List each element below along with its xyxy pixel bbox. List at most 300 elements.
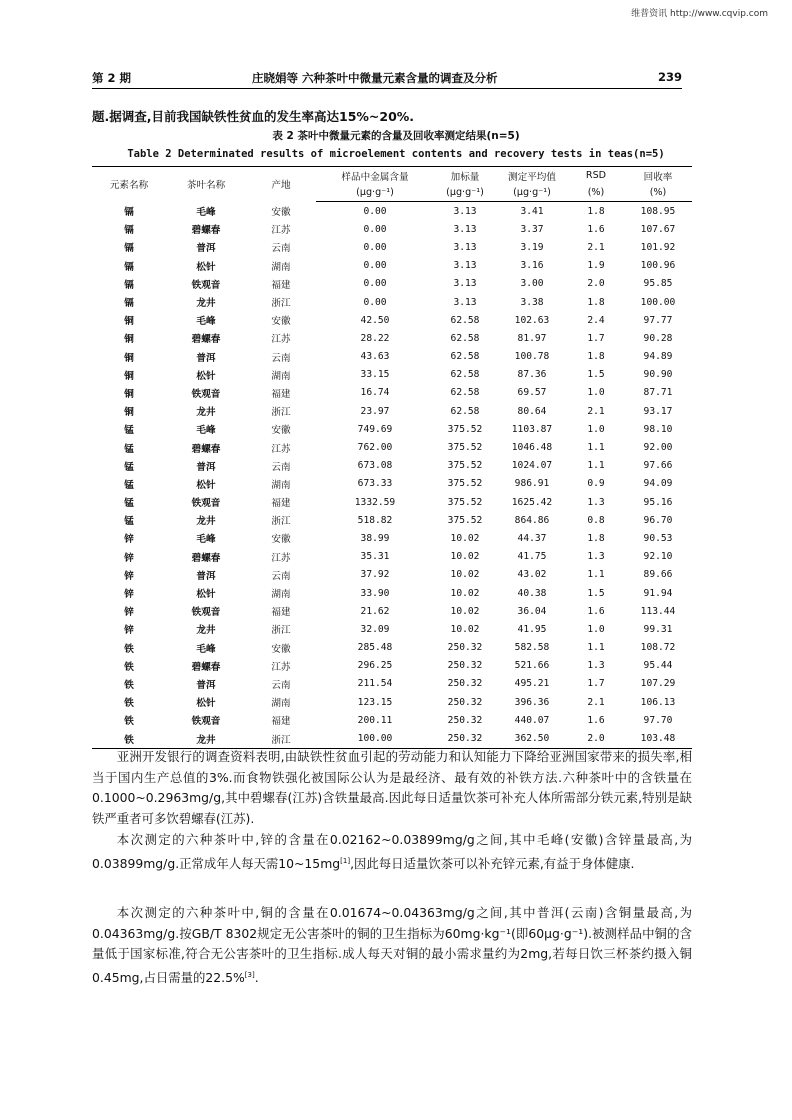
cell-sample: 42.50	[360, 314, 390, 326]
cell-added: 10.02	[450, 532, 480, 544]
table-row	[92, 602, 692, 620]
cell-origin: 安徽	[271, 316, 291, 328]
cell-rsd: 1.6	[587, 605, 605, 617]
cell-measured: 864.86	[514, 514, 550, 526]
cell-added: 3.13	[453, 260, 477, 272]
cell-recovery: 94.09	[643, 478, 673, 490]
cell-tea: 龙井	[196, 625, 216, 637]
cell-origin: 浙江	[271, 516, 291, 528]
cell-tea: 普洱	[196, 461, 216, 473]
cell-tea: 松针	[196, 261, 216, 273]
watermark: 维普资讯 http://www.cqvip.com	[631, 9, 768, 19]
table-row	[92, 457, 692, 475]
cell-rsd: 1.1	[587, 460, 605, 472]
cell-origin: 福建	[271, 607, 291, 619]
cell-sample: 200.11	[357, 714, 393, 726]
cell-rsd: 1.3	[587, 660, 605, 672]
cell-added: 375.52	[447, 460, 483, 472]
cell-rsd: 1.5	[587, 587, 605, 599]
cell-origin: 江苏	[271, 443, 291, 455]
cell-origin: 湖南	[271, 261, 291, 273]
cell-added: 10.02	[450, 605, 480, 617]
cell-recovery: 113.44	[640, 605, 676, 617]
header-origin: 产地	[246, 167, 316, 202]
cell-measured: 1103.87	[511, 423, 553, 435]
cell-recovery: 93.17	[643, 405, 673, 417]
cell-element: 镉	[124, 279, 134, 291]
cell-added: 10.02	[450, 551, 480, 563]
table-caption-cn: 表 2 茶叶中微量元素的含量及回收率测定结果(n=5)	[272, 130, 520, 142]
cell-recovery: 90.90	[643, 369, 673, 381]
cell-measured: 521.66	[514, 660, 550, 672]
cell-origin: 安徽	[271, 534, 291, 546]
cell-rsd: 1.6	[587, 223, 605, 235]
cell-origin: 福建	[271, 279, 291, 291]
cell-element: 铜	[124, 334, 134, 346]
cell-recovery: 92.00	[643, 442, 673, 454]
cell-sample: 0.00	[363, 260, 387, 272]
cell-recovery: 106.13	[640, 696, 676, 708]
cell-element: 锰	[124, 516, 134, 528]
cell-tea: 松针	[196, 370, 216, 382]
cell-origin: 安徽	[271, 425, 291, 437]
cell-sample: 285.48	[357, 642, 393, 654]
cell-sample: 749.69	[357, 423, 393, 435]
cell-sample: 0.00	[363, 278, 387, 290]
cell-recovery: 96.70	[643, 514, 673, 526]
header-sample-unit: (μg·g⁻¹)	[316, 184, 434, 202]
cell-sample: 762.00	[357, 442, 393, 454]
cell-rsd: 1.0	[587, 387, 605, 399]
table-row	[92, 711, 692, 729]
cell-origin: 安徽	[271, 643, 291, 655]
cell-sample: 43.63	[360, 351, 390, 363]
cell-recovery: 87.71	[643, 387, 673, 399]
table-row	[92, 220, 692, 238]
cell-added: 3.13	[453, 223, 477, 235]
cell-measured: 41.95	[517, 623, 547, 635]
cell-measured: 41.75	[517, 551, 547, 563]
cell-added: 10.02	[450, 587, 480, 599]
cell-tea: 铁观音	[191, 716, 221, 728]
citation-1: [1]	[340, 856, 351, 865]
cell-element: 铁	[124, 643, 134, 655]
table-row	[92, 384, 692, 402]
cell-element: 锌	[124, 607, 134, 619]
cell-sample: 673.33	[357, 478, 393, 490]
cell-rsd: 1.6	[587, 714, 605, 726]
table-row	[92, 620, 692, 638]
cell-recovery: 91.94	[643, 587, 673, 599]
cell-measured: 1046.48	[511, 442, 553, 454]
lead-text: 题.据调查,目前我国缺铁性贫血的发生率高达15%~20%.	[92, 109, 415, 124]
cell-added: 10.02	[450, 623, 480, 635]
cell-origin: 福建	[271, 388, 291, 400]
cell-recovery: 108.72	[640, 642, 676, 654]
header-added: 加标量	[434, 167, 496, 185]
cell-measured: 81.97	[517, 332, 547, 344]
header-rsd-unit: (%)	[568, 184, 624, 202]
paragraph-copper-text	[92, 903, 692, 989]
paragraph-zinc-main: 本次测定的六种茶叶中,锌的含量在0.02162~0.03899mg/g之间,其中毛峰(安徽)含锌量最高,为0.03899mg/g.正常成年人每天需10~15mg	[92, 832, 692, 871]
table-row	[92, 275, 692, 293]
cell-tea: 龙井	[196, 516, 216, 528]
cell-sample: 21.62	[360, 605, 390, 617]
table-row	[92, 729, 692, 748]
cell-rsd: 0.9	[587, 478, 605, 490]
cell-added: 62.58	[450, 405, 480, 417]
cell-measured: 36.04	[517, 605, 547, 617]
cell-measured: 3.41	[520, 205, 544, 217]
cell-measured: 3.16	[520, 260, 544, 272]
table-row	[92, 402, 692, 420]
cell-recovery: 97.77	[643, 314, 673, 326]
cell-element: 铁	[92, 729, 166, 748]
cell-element: 铁	[124, 679, 134, 691]
cell-origin: 云南	[271, 679, 291, 691]
cell-sample: 1332.59	[354, 496, 396, 508]
paragraph-copper-main: 本次测定的六种茶叶中,铜的含量在0.01674~0.04363mg/g之间,其中普洱(云南)含铜量最高,为0.04363mg/g.按GB/T 8302规定无公害茶叶的铜的卫生指标为60mg·kg⁻¹(即60μg·g⁻¹).被测样品中铜的含量低于国家标准,符合无公害茶叶的卫生指标.成人每天对铜的最小需求量约为2mg,若每日饮三杯茶约摄入铜0.45mg,占日需量的22.5%	[92, 905, 692, 985]
cell-recovery: 108.95	[640, 205, 676, 217]
header-recovery: 回收率	[624, 167, 692, 185]
cell-added: 250.32	[447, 642, 483, 654]
paragraph-iron	[92, 747, 692, 829]
cell-element: 镉	[124, 298, 134, 310]
cell-sample: 38.99	[360, 532, 390, 544]
cell-rsd: 1.0	[587, 623, 605, 635]
citation-3: [3]	[244, 970, 255, 979]
cell-recovery: 107.29	[640, 678, 676, 690]
cell-element: 锰	[124, 461, 134, 473]
table-row	[92, 548, 692, 566]
table-row	[92, 529, 692, 547]
cell-element: 铜	[124, 316, 134, 328]
cell-rsd: 2.1	[587, 405, 605, 417]
table-row	[92, 584, 692, 602]
cell-rsd: 1.8	[587, 205, 605, 217]
table-row	[92, 293, 692, 311]
issue-number: 第 2 期	[92, 71, 132, 85]
cell-tea: 碧螺春	[191, 443, 221, 455]
cell-origin: 浙江	[271, 298, 291, 310]
cell-element: 锰	[124, 479, 134, 491]
cell-origin: 福建	[271, 498, 291, 510]
cell-added: 62.58	[450, 387, 480, 399]
header-element: 元素名称	[92, 167, 166, 202]
cell-element: 镉	[124, 225, 134, 237]
table-caption-en: Table 2 Determinated results of microelement contents and recovery tests in teas(n=5)	[127, 148, 665, 160]
cell-sample: 296.25	[357, 660, 393, 672]
cell-sample: 0.00	[363, 223, 387, 235]
cell-recovery: 100.96	[640, 260, 676, 272]
table-row	[92, 348, 692, 366]
table-row	[92, 366, 692, 384]
cell-sample: 0.00	[363, 296, 387, 308]
cell-measured: 396.36	[514, 696, 550, 708]
cell-measured: 44.37	[517, 532, 547, 544]
cell-added: 250.32	[447, 696, 483, 708]
cell-tea: 毛峰	[196, 425, 216, 437]
cell-recovery: 97.66	[643, 460, 673, 472]
cell-origin: 安徽	[271, 206, 291, 218]
cell-origin: 浙江	[271, 625, 291, 637]
cell-element: 锌	[124, 625, 134, 637]
cell-added: 3.13	[453, 296, 477, 308]
cell-rsd: 1.1	[587, 569, 605, 581]
cell-element: 铁	[124, 716, 134, 728]
cell-tea: 龙井	[196, 407, 216, 419]
cell-sample: 28.22	[360, 332, 390, 344]
table-row	[92, 238, 692, 256]
cell-measured: 102.63	[514, 314, 550, 326]
cell-measured: 582.58	[514, 642, 550, 654]
cell-measured: 80.64	[517, 405, 547, 417]
cell-added: 250.32	[447, 714, 483, 726]
cell-sample: 0.00	[363, 241, 387, 253]
cell-rsd: 1.1	[587, 642, 605, 654]
cell-sample: 37.92	[360, 569, 390, 581]
cell-rsd: 1.1	[587, 442, 605, 454]
cell-tea: 铁观音	[191, 607, 221, 619]
cell-rsd: 1.3	[587, 496, 605, 508]
cell-element: 锌	[124, 534, 134, 546]
cell-tea: 碧螺春	[191, 661, 221, 673]
table-row	[92, 675, 692, 693]
cell-sample: 16.74	[360, 387, 390, 399]
cell-tea: 碧螺春	[191, 225, 221, 237]
cell-recovery: 103.48	[624, 729, 692, 748]
header-sample: 样品中金属含量	[316, 167, 434, 185]
cell-measured: 3.19	[520, 241, 544, 253]
cell-origin: 湖南	[271, 370, 291, 382]
cell-tea: 毛峰	[196, 316, 216, 328]
cell-tea: 铁观音	[191, 498, 221, 510]
cell-recovery: 97.70	[643, 714, 673, 726]
cell-tea: 松针	[196, 589, 216, 601]
cell-origin: 湖南	[271, 479, 291, 491]
cell-tea: 毛峰	[196, 206, 216, 218]
header-tea: 茶叶名称	[166, 167, 246, 202]
cell-measured: 43.02	[517, 569, 547, 581]
table-row	[92, 639, 692, 657]
cell-element: 铜	[124, 388, 134, 400]
cell-added: 3.13	[453, 278, 477, 290]
cell-origin: 福建	[271, 716, 291, 728]
cell-added: 62.58	[450, 351, 480, 363]
cell-origin: 云南	[271, 570, 291, 582]
cell-rsd: 2.0	[568, 729, 624, 748]
cell-rsd: 1.5	[587, 369, 605, 381]
cell-tea: 龙井	[196, 298, 216, 310]
cell-element: 锰	[124, 443, 134, 455]
cell-added: 375.52	[447, 423, 483, 435]
cell-rsd: 1.8	[587, 532, 605, 544]
table-body	[92, 202, 692, 749]
cell-tea: 毛峰	[196, 534, 216, 546]
cell-added: 62.58	[450, 314, 480, 326]
table-row	[92, 657, 692, 675]
cell-added: 250.32	[447, 678, 483, 690]
cell-measured: 3.38	[520, 296, 544, 308]
cell-added: 10.02	[450, 569, 480, 581]
cell-tea: 铁观音	[191, 388, 221, 400]
cell-origin: 浙江	[271, 407, 291, 419]
cell-added: 375.52	[447, 478, 483, 490]
paragraph-zinc-text	[92, 830, 692, 874]
cell-measured: 362.50	[496, 729, 568, 748]
cell-recovery: 98.10	[643, 423, 673, 435]
cell-measured: 1024.07	[511, 460, 553, 472]
cell-tea: 碧螺春	[191, 552, 221, 564]
cell-measured: 40.38	[517, 587, 547, 599]
running-head	[92, 68, 682, 89]
cell-measured: 69.57	[517, 387, 547, 399]
cell-recovery: 100.00	[640, 296, 676, 308]
cell-rsd: 1.0	[587, 423, 605, 435]
cell-sample: 33.15	[360, 369, 390, 381]
cell-sample: 33.90	[360, 587, 390, 599]
cell-origin: 浙江	[246, 729, 316, 748]
cell-element: 铜	[124, 352, 134, 364]
cell-measured: 3.37	[520, 223, 544, 235]
cell-recovery: 90.53	[643, 532, 673, 544]
cell-element: 锰	[124, 425, 134, 437]
paragraph-iron-text: 亚洲开发银行的调查资料表明,由缺铁性贫血引起的劳动能力和认知能力下降给亚洲国家带来的损失率,相当于国内生产总值的3%.而食物铁强化被国际公认为是最经济、最有效的补铁方法.六种茶叶中的含铁量在0.1000~0.2963mg/g,其中碧螺春(江苏)含铁量最高.因此每日适量饮茶可补充人体所需部分铁元素,特别是缺铁严重者可多饮碧螺春(江苏).	[92, 749, 692, 826]
header-rsd: RSD	[568, 167, 624, 185]
cell-sample: 518.82	[357, 514, 393, 526]
header-added-unit: (μg·g⁻¹)	[434, 184, 496, 202]
cell-element: 锌	[124, 589, 134, 601]
cell-tea: 普洱	[196, 679, 216, 691]
paragraph-zinc-tail: ,因此每日适量饮茶可以补充锌元素,有益于身体健康.	[350, 855, 635, 871]
cell-element: 锌	[124, 570, 134, 582]
header-measured-unit: (μg·g⁻¹)	[496, 184, 568, 202]
table-row	[92, 493, 692, 511]
cell-rsd: 1.7	[587, 332, 605, 344]
cell-rsd: 1.9	[587, 260, 605, 272]
cell-recovery: 99.31	[643, 623, 673, 635]
cell-sample: 23.97	[360, 405, 390, 417]
paragraph-copper	[92, 903, 692, 989]
cell-added: 3.13	[453, 205, 477, 217]
cell-added: 250.32	[447, 660, 483, 672]
cell-recovery: 107.67	[640, 223, 676, 235]
cell-recovery: 89.66	[643, 569, 673, 581]
cell-tea: 毛峰	[196, 643, 216, 655]
cell-added: 375.52	[447, 442, 483, 454]
running-title: 庄晓娟等 六种茶叶中微量元素含量的调查及分析	[252, 71, 498, 85]
cell-sample: 211.54	[357, 678, 393, 690]
cell-origin: 云南	[271, 243, 291, 255]
cell-tea: 松针	[196, 479, 216, 491]
cell-element: 铜	[124, 370, 134, 382]
table-row	[92, 420, 692, 438]
cell-rsd: 1.7	[587, 678, 605, 690]
cell-tea: 普洱	[196, 243, 216, 255]
cell-tea: 普洱	[196, 570, 216, 582]
cell-element: 镉	[124, 261, 134, 273]
cell-rsd: 2.1	[587, 241, 605, 253]
paragraph-zinc	[92, 830, 692, 874]
cell-sample: 32.09	[360, 623, 390, 635]
cell-origin: 江苏	[271, 334, 291, 346]
table-row	[92, 438, 692, 456]
cell-sample: 35.31	[360, 551, 390, 563]
cell-origin: 湖南	[271, 589, 291, 601]
cell-origin: 江苏	[271, 225, 291, 237]
cell-measured: 100.78	[514, 351, 550, 363]
cell-tea: 普洱	[196, 352, 216, 364]
header-recovery-unit: (%)	[624, 184, 692, 202]
cell-sample: 123.15	[357, 696, 393, 708]
cell-measured: 3.00	[520, 278, 544, 290]
cell-recovery: 95.16	[643, 496, 673, 508]
cell-recovery: 95.85	[643, 278, 673, 290]
cell-element: 铁	[124, 661, 134, 673]
cell-added: 62.58	[450, 369, 480, 381]
table-row	[92, 311, 692, 329]
cell-added: 3.13	[453, 241, 477, 253]
results-table	[92, 166, 692, 749]
paragraph-copper-tail: .	[254, 969, 259, 985]
cell-rsd: 1.8	[587, 296, 605, 308]
table-row	[92, 257, 692, 275]
cell-sample: 0.00	[363, 205, 387, 217]
cell-recovery: 92.10	[643, 551, 673, 563]
cell-tea: 铁观音	[191, 279, 221, 291]
table-row	[92, 511, 692, 529]
cell-origin: 江苏	[271, 661, 291, 673]
table-row	[92, 202, 692, 221]
table-row	[92, 475, 692, 493]
cell-rsd: 2.0	[587, 278, 605, 290]
cell-sample: 673.08	[357, 460, 393, 472]
cell-origin: 云南	[271, 352, 291, 364]
cell-rsd: 1.8	[587, 351, 605, 363]
cell-recovery: 90.28	[643, 332, 673, 344]
cell-added: 250.32	[434, 729, 496, 748]
cell-measured: 440.07	[514, 714, 550, 726]
cell-rsd: 2.4	[587, 314, 605, 326]
cell-added: 375.52	[447, 514, 483, 526]
table-row	[92, 566, 692, 584]
cell-rsd: 1.3	[587, 551, 605, 563]
cell-measured: 495.21	[514, 678, 550, 690]
cell-sample: 100.00	[316, 729, 434, 748]
cell-element: 锌	[124, 552, 134, 564]
header-measured: 测定平均值	[496, 167, 568, 185]
cell-element: 镉	[124, 243, 134, 255]
cell-measured: 87.36	[517, 369, 547, 381]
table-row	[92, 693, 692, 711]
cell-tea: 松针	[196, 698, 216, 710]
cell-rsd: 2.1	[587, 696, 605, 708]
cell-origin: 湖南	[271, 698, 291, 710]
cell-measured: 986.91	[514, 478, 550, 490]
cell-measured: 1625.42	[511, 496, 553, 508]
cell-recovery: 94.89	[643, 351, 673, 363]
page-number: 239	[657, 70, 682, 84]
cell-element: 铁	[124, 698, 134, 710]
cell-element: 铜	[124, 407, 134, 419]
cell-added: 375.52	[447, 496, 483, 508]
cell-element: 镉	[124, 206, 134, 218]
cell-tea: 龙井	[166, 729, 246, 748]
cell-origin: 云南	[271, 461, 291, 473]
cell-recovery: 101.92	[640, 241, 676, 253]
cell-origin: 江苏	[271, 552, 291, 564]
cell-tea: 碧螺春	[191, 334, 221, 346]
